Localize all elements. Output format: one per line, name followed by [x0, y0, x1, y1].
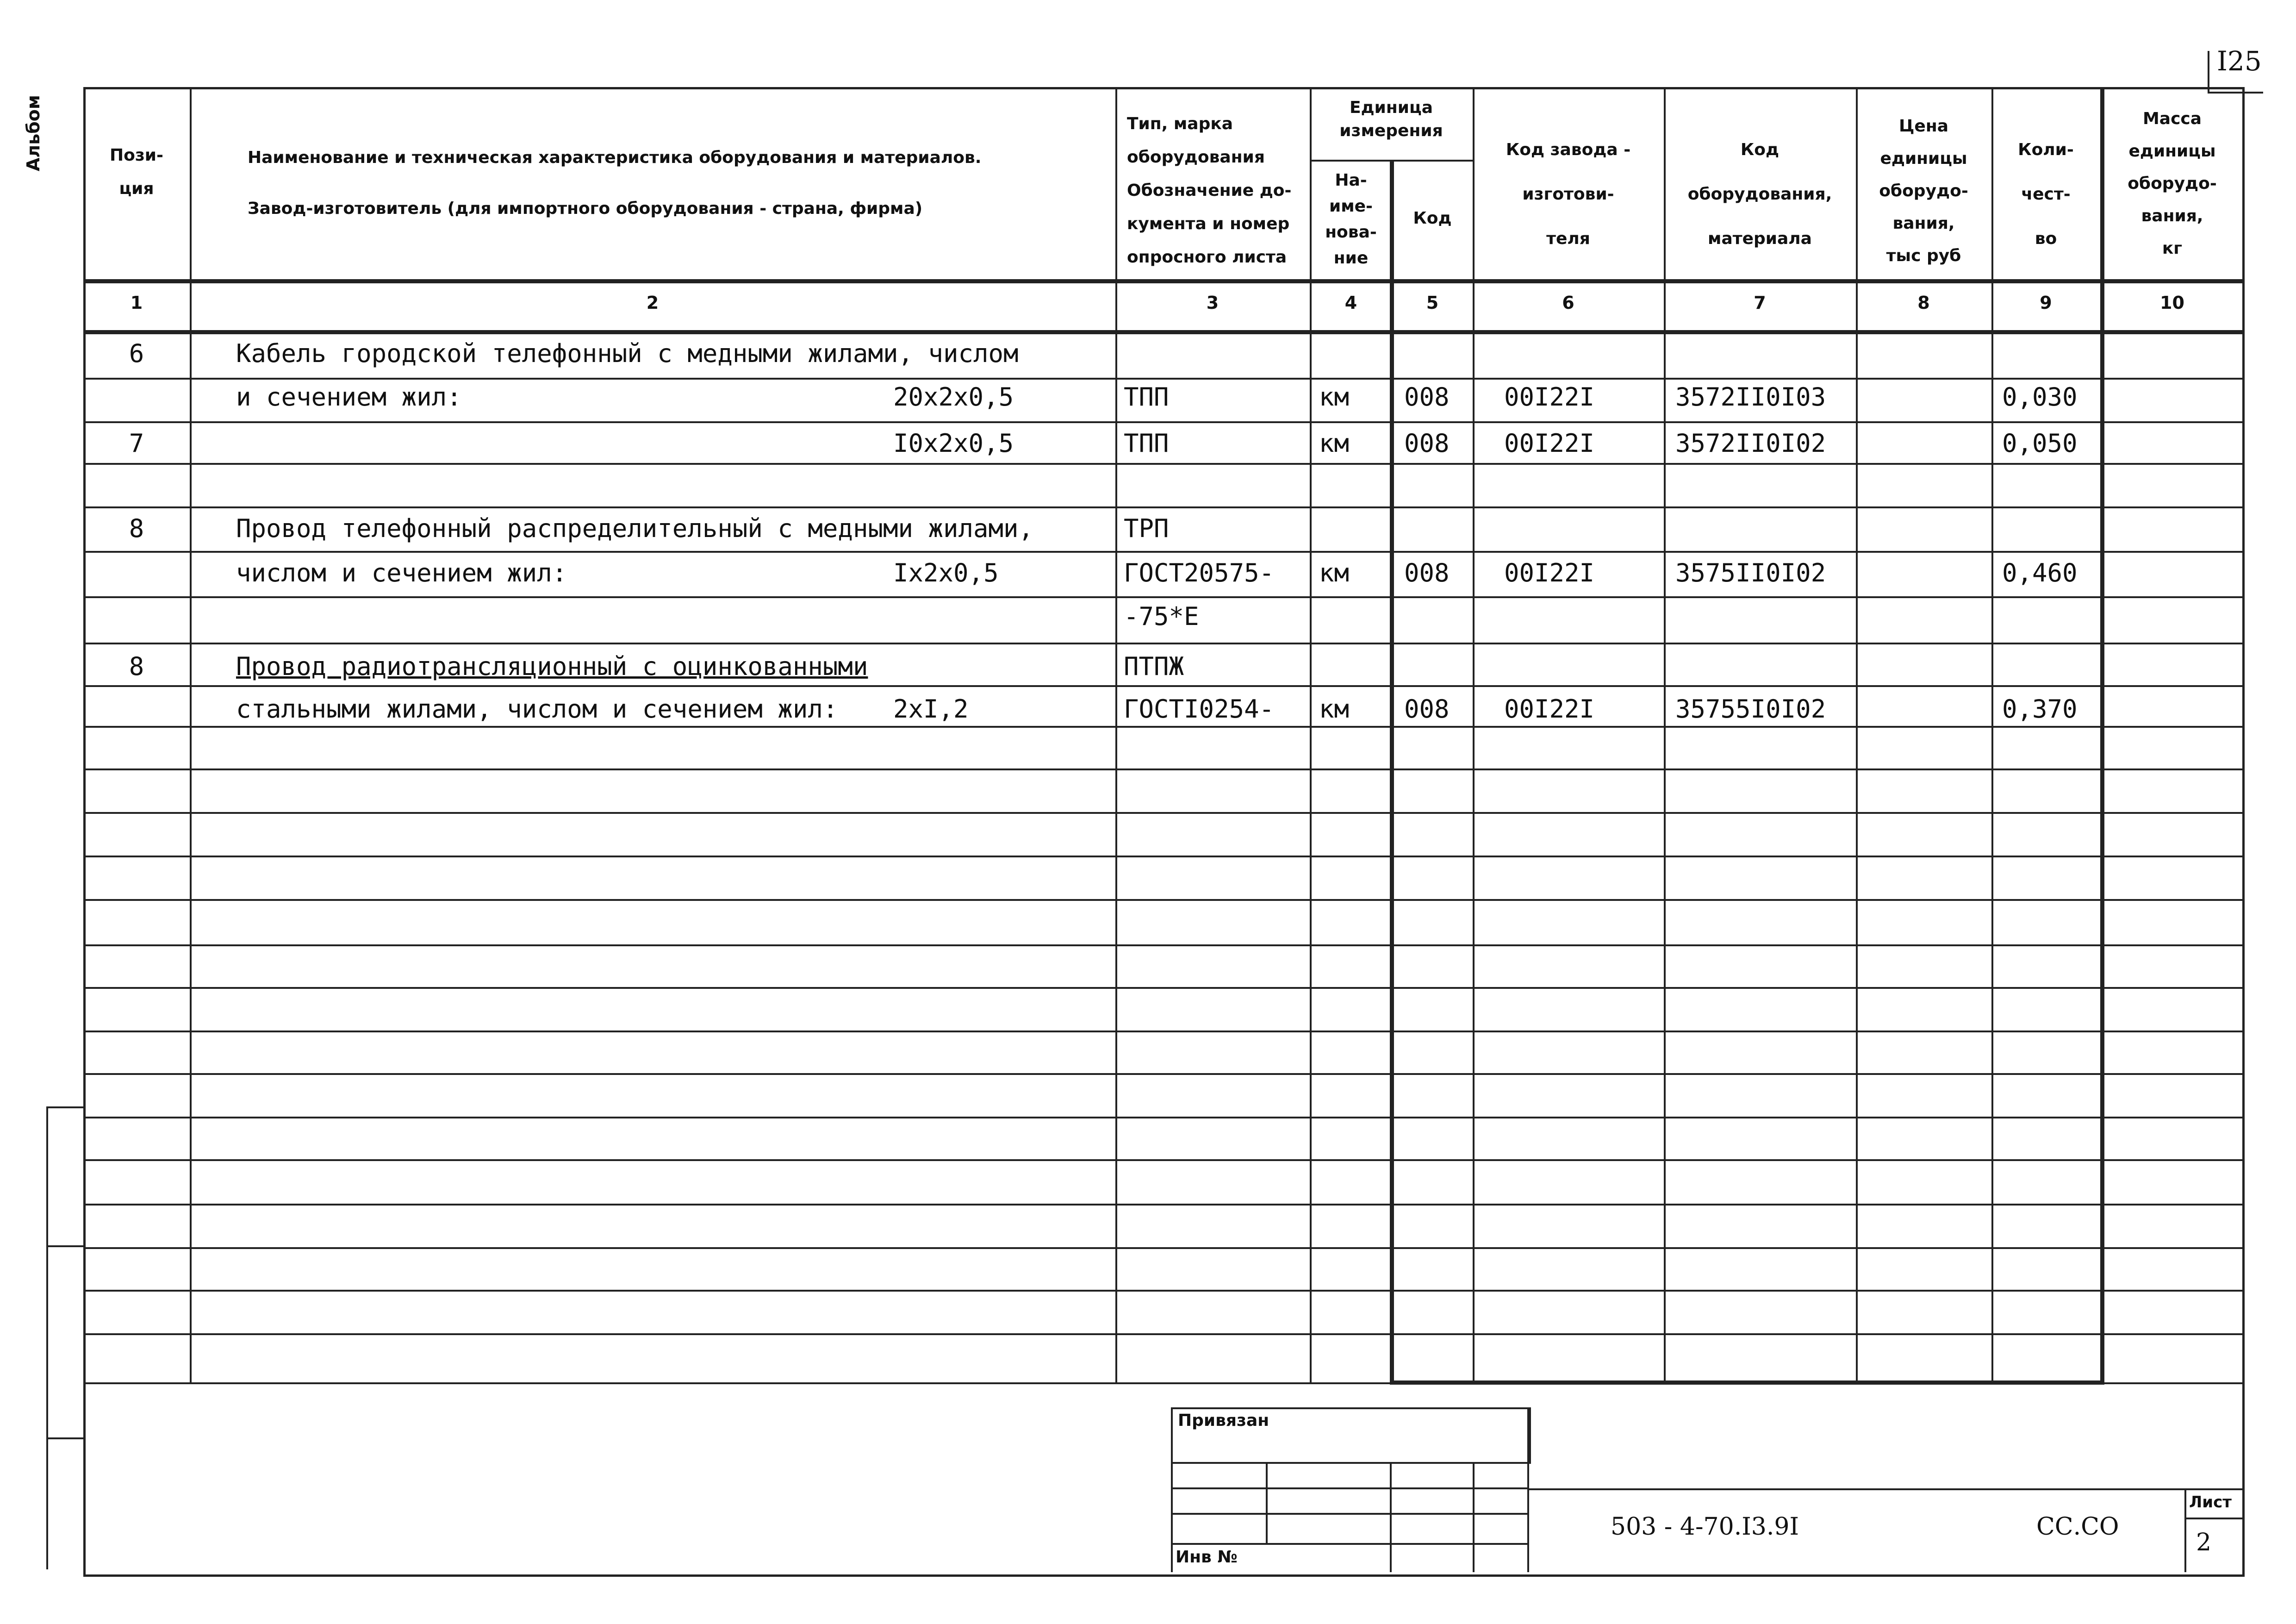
column-number: 9	[2040, 293, 2052, 313]
table-row-line	[83, 551, 2242, 553]
document-code: 503 - 4-70.I3.9I	[1611, 1513, 1799, 1541]
column-number: 2	[646, 293, 659, 313]
table-row-line	[83, 1204, 2242, 1206]
row-type: ГОСТ20575-	[1124, 558, 1275, 587]
table-row-line	[83, 856, 2242, 857]
row-unit: км	[1319, 694, 1350, 724]
page-number: I25	[2217, 45, 2262, 77]
row-unit-code: 008	[1404, 558, 1450, 587]
stamp-line	[1171, 1543, 1529, 1545]
header-col9: Коли- чест- во	[2018, 140, 2074, 248]
header-unit-group: Единица измерения	[1339, 98, 1443, 140]
col-line-2	[1115, 87, 1117, 1382]
table-row-line	[83, 1290, 2242, 1292]
stamp-line	[1171, 1487, 1529, 1489]
row-spec: 2хI,2	[893, 694, 969, 724]
row-quantity: 0,030	[2002, 382, 2078, 412]
table-row-line	[83, 987, 2242, 989]
header-col1: Пози- ция	[110, 146, 163, 198]
table-row-line	[83, 506, 2242, 508]
col-line-4	[1390, 160, 1394, 1382]
table-row-line	[83, 378, 2242, 380]
table-row-line	[83, 812, 2242, 814]
table-row-line	[83, 643, 2242, 644]
column-number: 4	[1344, 293, 1357, 313]
row-name: Провод радиотрансляционный с оцинкованными	[236, 652, 868, 681]
col-line-9	[2100, 87, 2104, 1382]
row-unit-code: 008	[1404, 382, 1450, 412]
header-bottom-line	[83, 279, 2242, 283]
column-number: 1	[130, 293, 143, 313]
column-number-line	[83, 330, 2242, 334]
row-unit: км	[1319, 429, 1350, 458]
row-position: 8	[129, 652, 144, 681]
page-number-mark	[2208, 51, 2209, 93]
sheet-box-line	[2184, 1488, 2186, 1572]
row-position: 8	[129, 514, 144, 543]
table-row-line	[83, 1159, 2242, 1161]
binding-line	[46, 1245, 85, 1247]
col-line-8	[1991, 87, 1993, 1382]
row-name: числом и сечением жил:	[236, 558, 567, 587]
document-suffix: СС.СО	[2036, 1513, 2119, 1541]
row-unit-code: 008	[1404, 694, 1450, 724]
table-row-line	[83, 768, 2242, 770]
row-equipment-code: 3572II0I02	[1675, 429, 1826, 458]
column-number: 5	[1426, 293, 1439, 313]
row-type: -75*Е	[1124, 602, 1199, 631]
stamp-vline	[1171, 1462, 1173, 1572]
stamp-line	[1171, 1513, 1529, 1515]
row-quantity: 0,460	[2002, 558, 2078, 587]
row-equipment-code: 3575II0I02	[1675, 558, 1826, 587]
col-line-1	[190, 87, 192, 1382]
row-quantity: 0,370	[2002, 694, 2078, 724]
column-number: 3	[1206, 293, 1219, 313]
row-unit: км	[1319, 382, 1350, 412]
header-col10: Масса единицы оборудо- вания, кг	[2128, 109, 2217, 258]
row-plant-code: 00I22I	[1504, 558, 1595, 587]
sheet-number: 2	[2196, 1529, 2212, 1556]
table-row-line	[83, 944, 2242, 946]
table-bottom-line	[83, 1382, 2242, 1384]
row-name: и сечением жил:	[236, 382, 462, 412]
col-line-3	[1310, 87, 1312, 1382]
row-name: Провод телефонный распределительный с медными жилами,	[236, 514, 1034, 543]
stamp-vline	[1390, 1462, 1392, 1572]
table-row-line	[83, 685, 2242, 687]
row-plant-code: 00I22I	[1504, 694, 1595, 724]
row-type: ТПП	[1124, 382, 1169, 412]
header-col3: Тип, марка оборудования Обозначение до- кумента и номер опросного листа	[1127, 114, 1292, 267]
header-col5: Код	[1413, 209, 1452, 228]
row-type: ТРП	[1124, 514, 1169, 543]
row-name: стальными жилами, числом и сечением жил:	[236, 694, 838, 724]
column-number: 7	[1754, 293, 1766, 313]
row-plant-code: 00I22I	[1504, 382, 1595, 412]
row-type: ТПП	[1124, 429, 1169, 458]
header-col2: Наименование и техническая характеристика оборудования и материалов. Завод-изготовитель (для импортного оборудования - страна, фирма)	[248, 148, 982, 218]
column-number: 6	[1562, 293, 1574, 313]
row-name: Кабель городской телефонный с медными жилами, числом	[236, 339, 1019, 368]
row-position: 6	[129, 339, 144, 368]
row-unit-code: 008	[1404, 429, 1450, 458]
stamp-vline	[1266, 1462, 1268, 1543]
stamp-vline	[1473, 1462, 1475, 1572]
column-number: 8	[1917, 293, 1930, 313]
column-number: 10	[2160, 293, 2184, 313]
row-equipment-code: 35755I0I02	[1675, 694, 1826, 724]
header-col7: Код оборудования, материала	[1687, 140, 1832, 248]
table-row-line	[83, 1031, 2242, 1032]
table-row-line	[83, 1117, 2242, 1118]
sheet-box-line	[2184, 1518, 2242, 1519]
table-row-line	[83, 421, 2242, 423]
table-row-line	[83, 596, 2242, 598]
col-line-6	[1664, 87, 1666, 1382]
stamp-privyazan-label: Привязан	[1178, 1411, 1269, 1430]
stamp-line	[1171, 1462, 1529, 1464]
side-label-album: Альбом	[23, 95, 44, 171]
row-position: 7	[129, 429, 144, 458]
binding-line	[46, 1106, 85, 1108]
row-type: ПТПЖ	[1124, 652, 1184, 681]
table-row-line	[83, 463, 2242, 465]
header-col4: На- име- нова- ние	[1325, 171, 1377, 268]
table-row-line	[83, 1247, 2242, 1249]
row-unit: км	[1319, 558, 1350, 587]
table-row-line	[83, 726, 2242, 728]
table-row-line	[83, 899, 2242, 901]
header-col6: Код завода - изготови- теля	[1506, 140, 1631, 248]
row-type: ГОСТI0254-	[1124, 694, 1275, 724]
row-spec: I0х2х0,5	[893, 429, 1014, 458]
binding-line	[46, 1437, 85, 1439]
row-quantity: 0,050	[2002, 429, 2078, 458]
row-plant-code: 00I22I	[1504, 429, 1595, 458]
row-spec: 20х2х0,5	[893, 382, 1014, 412]
row-spec: Iх2х0,5	[893, 558, 999, 587]
table-row-line	[83, 1073, 2242, 1075]
header-col8: Цена единицы оборудо- вания, тыс руб	[1879, 117, 1968, 265]
table-row-line	[83, 1333, 2242, 1335]
col-line-7	[1856, 87, 1858, 1382]
col-line-5	[1473, 87, 1475, 1382]
stamp-inv-label: Инв №	[1176, 1548, 1238, 1567]
title-block-top-line	[1527, 1488, 2242, 1490]
sheet-label: Лист	[2189, 1493, 2232, 1512]
row-equipment-code: 3572II0I03	[1675, 382, 1826, 412]
binding-strip-left	[46, 1106, 48, 1569]
